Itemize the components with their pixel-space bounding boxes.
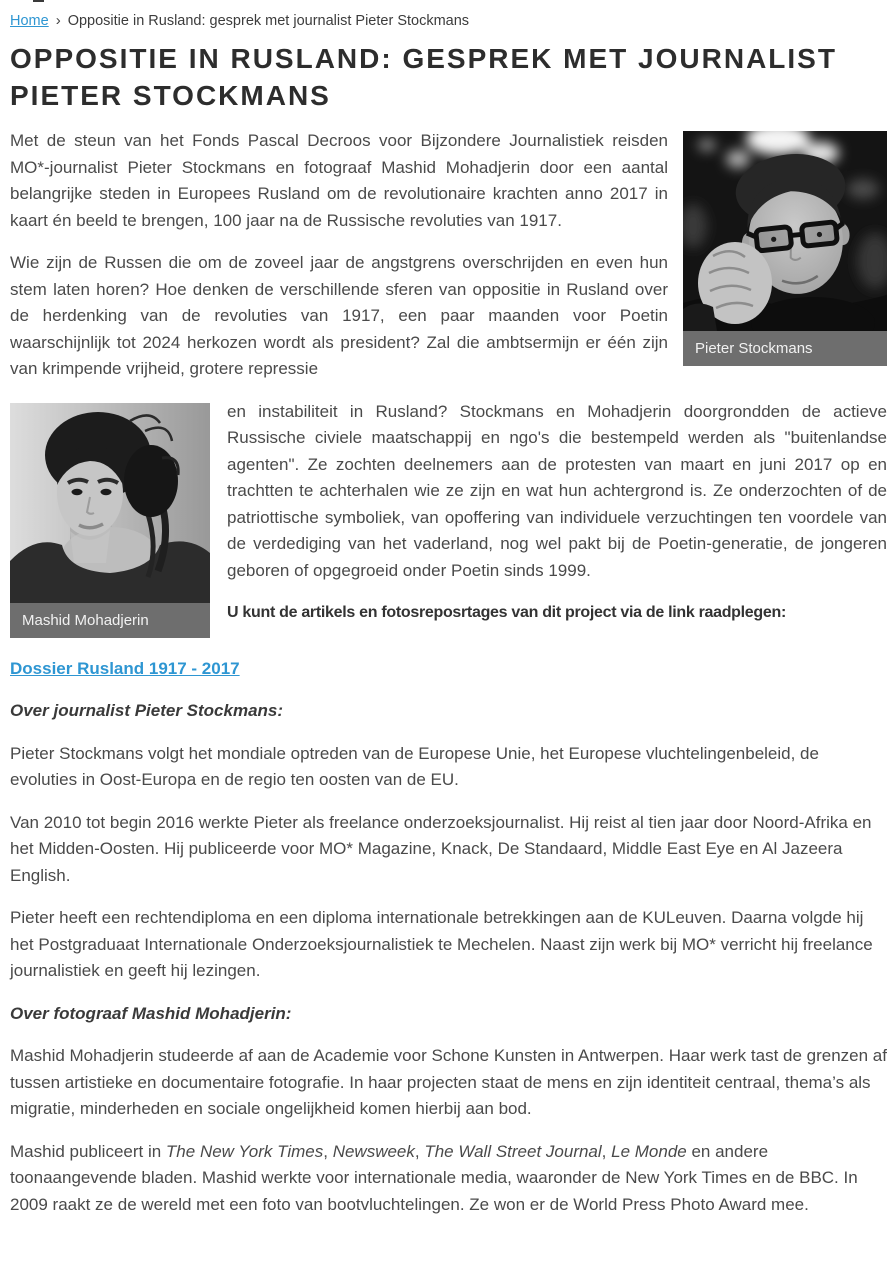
- about-mashid-heading: Over fotograaf Mashid Mohadjerin:: [10, 1003, 292, 1023]
- publication-name: Newsweek: [332, 1141, 415, 1161]
- publication-name: The Wall Street Journal: [424, 1141, 602, 1161]
- pieter-stockmans-photo: [683, 131, 887, 331]
- breadcrumb-home-link[interactable]: Home: [10, 13, 49, 29]
- breadcrumb-current: Oppositie in Rusland: gesprek met journalist Pieter Stockmans: [67, 13, 470, 29]
- page-title: OPPOSITIE IN RUSLAND: GESPREK MET JOURNALIST PIETER STOCKMANS: [10, 43, 837, 111]
- mashid-bio-paragraph-2: [10, 1139, 887, 1219]
- bio-text-segment: ,: [601, 1141, 612, 1161]
- bio-text-segment: en andere toonaangevende bladen. Mashid werkte voor internationale media, waaronder de New York Times en de BBC. In 2009 raakt ze de wereld met een foto van bootvluchtelingen. Ze won er de World Press Photo Award mee.: [10, 1141, 858, 1214]
- paragraph-questions: Wie zijn de Russen die om de zoveel jaar de angstgrens overschrijden en even hun stem laten horen? Hoe denken de verschillende sferen van oppositie in Rusland over de herdenking van de revoluties van 1917, een paar maanden voor Poetin waarschijnlijk tot 2024 herkozen wordt als president? Zal die ambtsermijn er één zijn van krimpende vrijheid, grotere repressie: [10, 253, 668, 378]
- pieter-bio-paragraph-2: Van 2010 tot begin 2016 werkte Pieter als freelance onderzoeksjournalist. Hij reist al tien jaar door Noord-Afrika en het Midden-Oosten. Hij publiceerde voor MO* Magazine, Knack, De Standaard, Middle East Eye en Al Jazeera English.: [10, 812, 872, 885]
- link-intro-text: U kunt de artikels en fotosreposrtages van dit project via de link raadplegen:: [227, 604, 786, 621]
- bio-text-segment: Mashid publiceert in: [10, 1141, 166, 1161]
- article-body: [10, 128, 887, 1218]
- paragraph-intro: Met de steun van het Fonds Pascal Decroos voor Bijzondere Journalistiek reisden MO*-journalist Pieter Stockmans en fotograaf Mashid Mohadjerin door een aantal belangrijke steden in Europees Rusland om de revolutionaire krachten anno 2017 in kaart én beeld te brengen, 100 jaar na de Russische revoluties van 1917.: [10, 131, 668, 230]
- bio-text-segment: ,: [323, 1141, 333, 1161]
- paragraph-project: en instabiliteit in Rusland? Stockmans en Mohadjerin doorgrondden de actieve Russische civiele maatschappij en ngo's die bestempeld werden als "buitenlandse agenten". Ze zochten deelnemers aan de protesten van maart en juni 2017 op en trachtten te achterhalen wie ze zijn en wat hun achtergrond is. Ze onderzochten of de patriottische symboliek, van opoffering van individuele verzuchtingen ten voordele van de verdediging van het vaderland, nog wel pakt bij de Poetin-generatie, de jongeren geboren of opgegroeid onder Poetin sinds 1999.: [227, 401, 887, 580]
- pieter-stockmans-figure: [683, 131, 887, 366]
- pieter-stockmans-caption: Pieter Stockmans: [683, 331, 887, 366]
- about-pieter-heading: Over journalist Pieter Stockmans:: [10, 701, 284, 720]
- bio-text-segment: ,: [414, 1141, 425, 1161]
- mashid-mohadjerin-figure: [10, 403, 210, 638]
- breadcrumb: [10, 12, 887, 30]
- mashid-bio-paragraph-1: Mashid Mohadjerin studeerde af aan de Academie voor Schone Kunsten in Antwerpen. Haar werk tast de grenzen af tussen artistieke en documentaire fotografie. In haar projecten staat de mens en zijn identiteit centraal, thema’s als migratie, minderheden en sociale ongelijkheid komen hierbij aan bod.: [10, 1046, 887, 1118]
- publication-name: Le Monde: [611, 1141, 687, 1161]
- breadcrumb-separator: ›: [55, 12, 61, 29]
- mashid-mohadjerin-caption: Mashid Mohadjerin: [10, 603, 210, 638]
- pieter-bio-paragraph-3: Pieter heeft een rechtendiploma en een diploma internationale betrekkingen aan de KULeuven. Daarna volgde hij het Postgraduaat Internationale Onderzoeksjournalistiek te Mechelen. Naast zijn werk bij MO* verricht hij freelance journalistiek en geeft hij lezingen.: [10, 908, 873, 980]
- dossier-paragraph: [10, 648, 887, 683]
- pieter-bio-paragraph-1: Pieter Stockmans volgt het mondiale optreden van de Europese Unie, het Europese vluchtelingenbeleid, de evoluties in Oost-Europa en de regio ten oosten van de EU.: [10, 743, 819, 789]
- top-edge-artifact: [33, 0, 44, 2]
- mashid-mohadjerin-photo: [10, 403, 210, 603]
- publication-name: The New York Times: [165, 1141, 324, 1161]
- dossier-rusland-link[interactable]: Dossier Rusland 1917 - 2017: [10, 658, 240, 678]
